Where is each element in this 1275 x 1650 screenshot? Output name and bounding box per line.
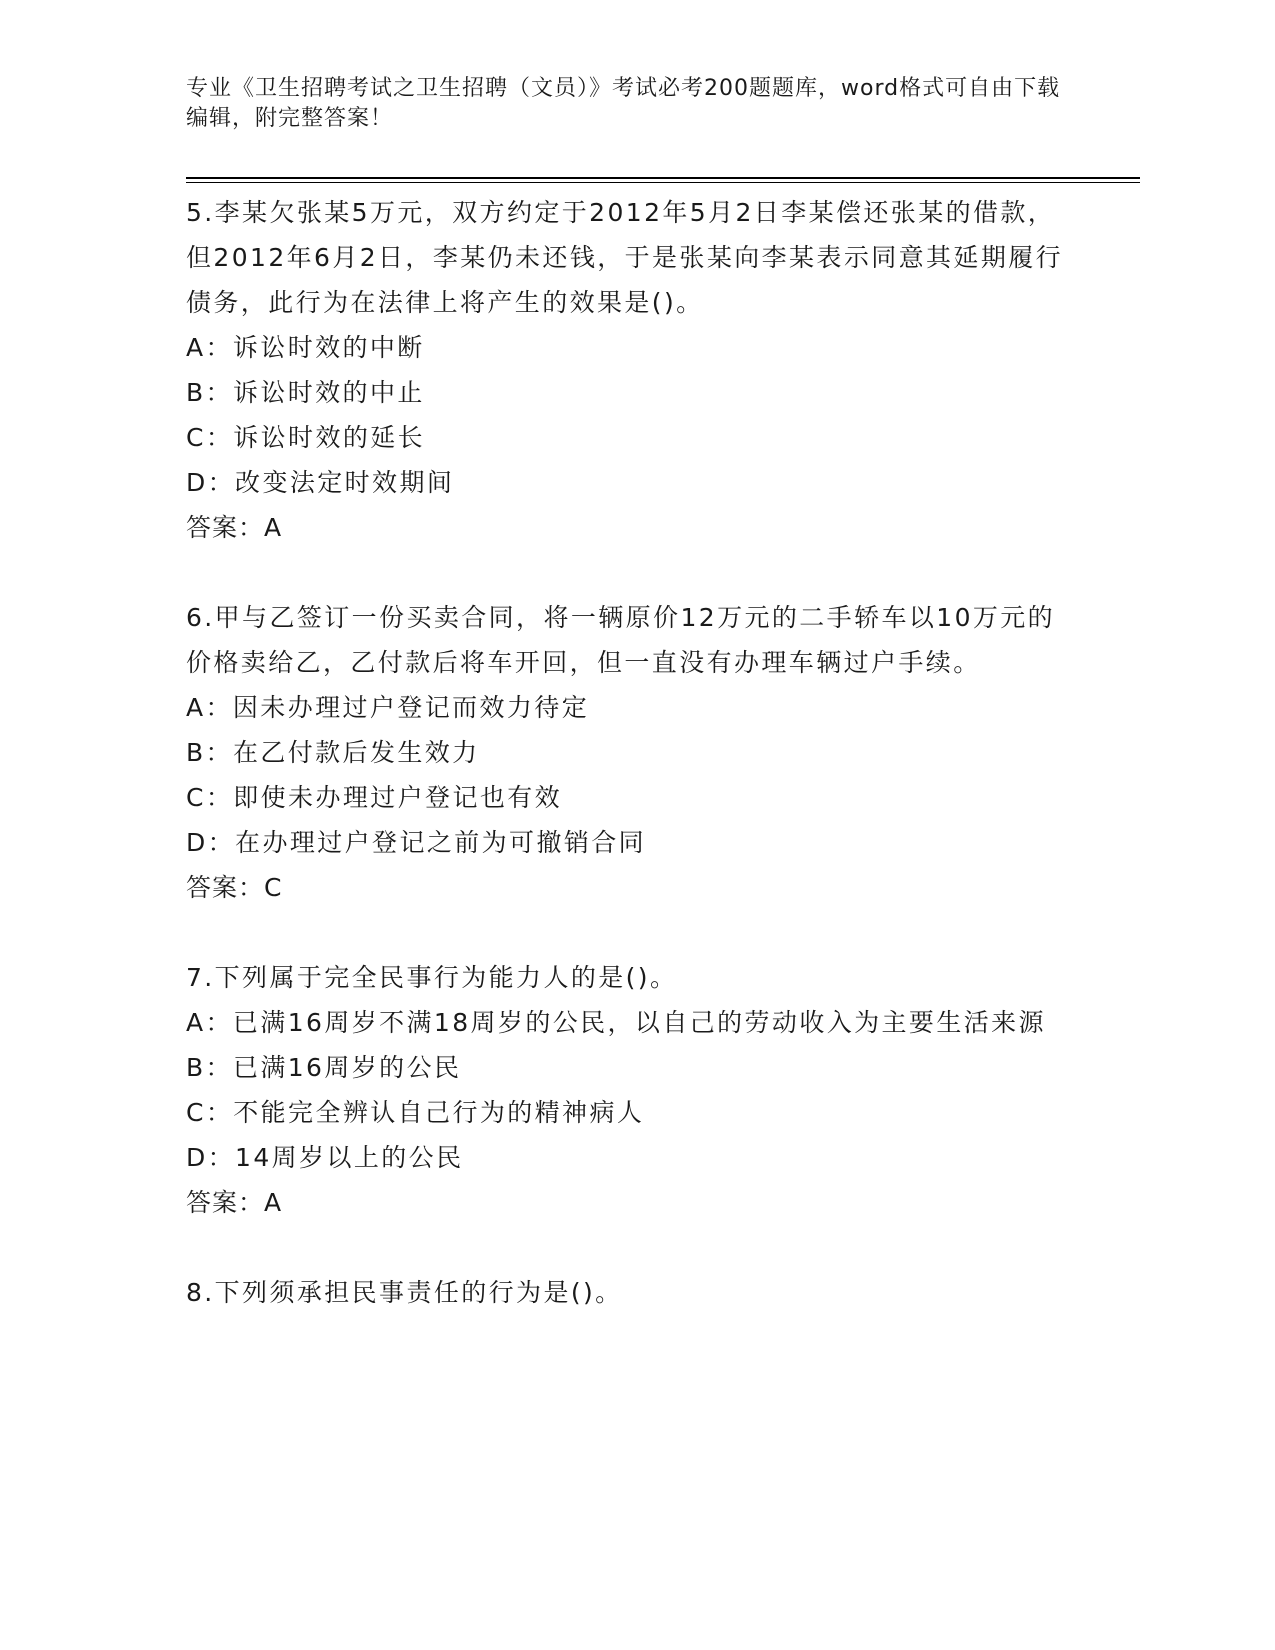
option-d: D：改变法定时效期间 bbox=[186, 468, 455, 497]
answer-text: 答案：C bbox=[186, 873, 283, 902]
option-b: B：已满16周岁的公民 bbox=[186, 1053, 462, 1082]
option-d: D：在办理过户登记之前为可撤销合同 bbox=[186, 828, 647, 857]
option-a: A：因未办理过户登记而效力待定 bbox=[186, 693, 590, 722]
option-c: C：诉讼时效的延长 bbox=[186, 423, 426, 452]
question-item bbox=[186, 190, 1066, 550]
option-b: B：在乙付款后发生效力 bbox=[186, 738, 480, 767]
question-item bbox=[186, 955, 1066, 1225]
option-c: C：不能完全辨认自己行为的精神病人 bbox=[186, 1098, 645, 1127]
question-list bbox=[186, 190, 1066, 1315]
header-divider-thin bbox=[186, 182, 1140, 183]
document-header: 专业《卫生招聘考试之卫生招聘（文员）》考试必考200题题库，word格式可自由下载编辑，附完整答案！ bbox=[186, 76, 1061, 131]
option-c: C：即使未办理过户登记也有效 bbox=[186, 783, 563, 812]
question-stem: 8.下列须承担民事责任的行为是()。 bbox=[186, 1278, 623, 1307]
option-d: D：14周岁以上的公民 bbox=[186, 1143, 464, 1172]
answer-text: 答案：A bbox=[186, 1188, 283, 1217]
option-b: B：诉讼时效的中止 bbox=[186, 378, 425, 407]
option-a: A：诉讼时效的中断 bbox=[186, 333, 425, 362]
question-item bbox=[186, 1270, 1066, 1315]
option-a: A：已满16周岁不满18周岁的公民，以自己的劳动收入为主要生活来源 bbox=[186, 1008, 1046, 1037]
question-stem: 6.甲与乙签订一份买卖合同，将一辆原价12万元的二手轿车以10万元的价格卖给乙，乙付款后将车开回，但一直没有办理车辆过户手续。 bbox=[186, 603, 1056, 677]
header-divider-thick bbox=[186, 177, 1140, 179]
question-item bbox=[186, 595, 1066, 910]
question-stem: 5.李某欠张某5万元，双方约定于2012年5月2日李某偿还张某的借款，但2012年6月2日，李某仍未还钱，于是张某向李某表示同意其延期履行债务，此行为在法律上将产生的效果是()。 bbox=[186, 198, 1064, 317]
question-stem: 7.下列属于完全民事行为能力人的是()。 bbox=[186, 963, 678, 992]
answer-text: 答案：A bbox=[186, 513, 283, 542]
